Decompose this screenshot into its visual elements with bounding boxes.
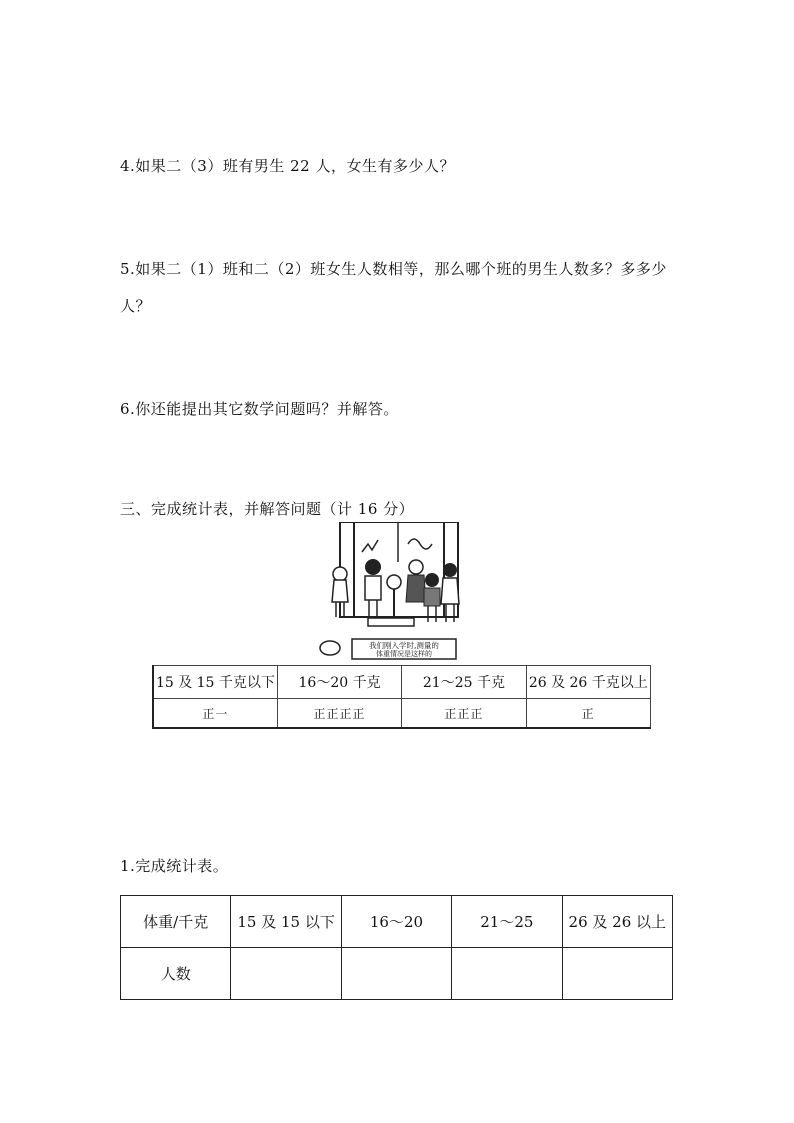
stat-header-cell: 16～20: [341, 896, 451, 948]
stat-answer-cell[interactable]: [562, 948, 672, 1000]
tally-mark-cell: 正: [526, 699, 650, 729]
stat-header-cell: 体重/千克: [121, 896, 231, 948]
tally-header-cell: 15 及 15 千克以下: [153, 666, 277, 699]
tally-table: [152, 665, 651, 729]
stat-header-cell: 15 及 15 以下: [231, 896, 341, 948]
question-4: 4.如果二（3）班有男生 22 人，女生有多少人？: [120, 157, 455, 175]
section-3-title: 三、完成统计表，并解答问题（计 16 分）: [120, 500, 415, 518]
question-5-line-2: 人？: [120, 297, 152, 315]
stat-row-label: 人数: [121, 948, 231, 1000]
statistics-table: [120, 895, 673, 1000]
stat-answer-cell[interactable]: [452, 948, 562, 1000]
stat-header-cell: 26 及 26 以上: [562, 896, 672, 948]
question-6: 6.你还能提出其它数学问题吗？并解答。: [120, 400, 399, 418]
illustration-caption-line-2: 体重情况是这样的: [376, 650, 432, 658]
stat-answer-cell[interactable]: [341, 948, 451, 1000]
stat-answer-cell[interactable]: [231, 948, 341, 1000]
tally-mark-cell: 正一: [153, 699, 277, 729]
question-5-line-1: 5.如果二（1）班和二（2）班女生人数相等，那么哪个班的男生人数多？多多少: [120, 260, 667, 278]
tally-mark-cell: 正正正: [402, 699, 526, 729]
stat-header-cell: 21～25: [452, 896, 562, 948]
illustration-caption-line-1: 我们刚入学时,测量的: [369, 641, 439, 650]
tally-mark-cell: 正正正正: [277, 699, 401, 729]
tally-header-cell: 26 及 26 千克以上: [526, 666, 650, 699]
tally-header-cell: 21～25 千克: [402, 666, 526, 699]
tally-header-cell: 16～20 千克: [277, 666, 401, 699]
weighing-illustration: [318, 522, 468, 662]
sub-question-1: 1.完成统计表。: [120, 857, 229, 875]
